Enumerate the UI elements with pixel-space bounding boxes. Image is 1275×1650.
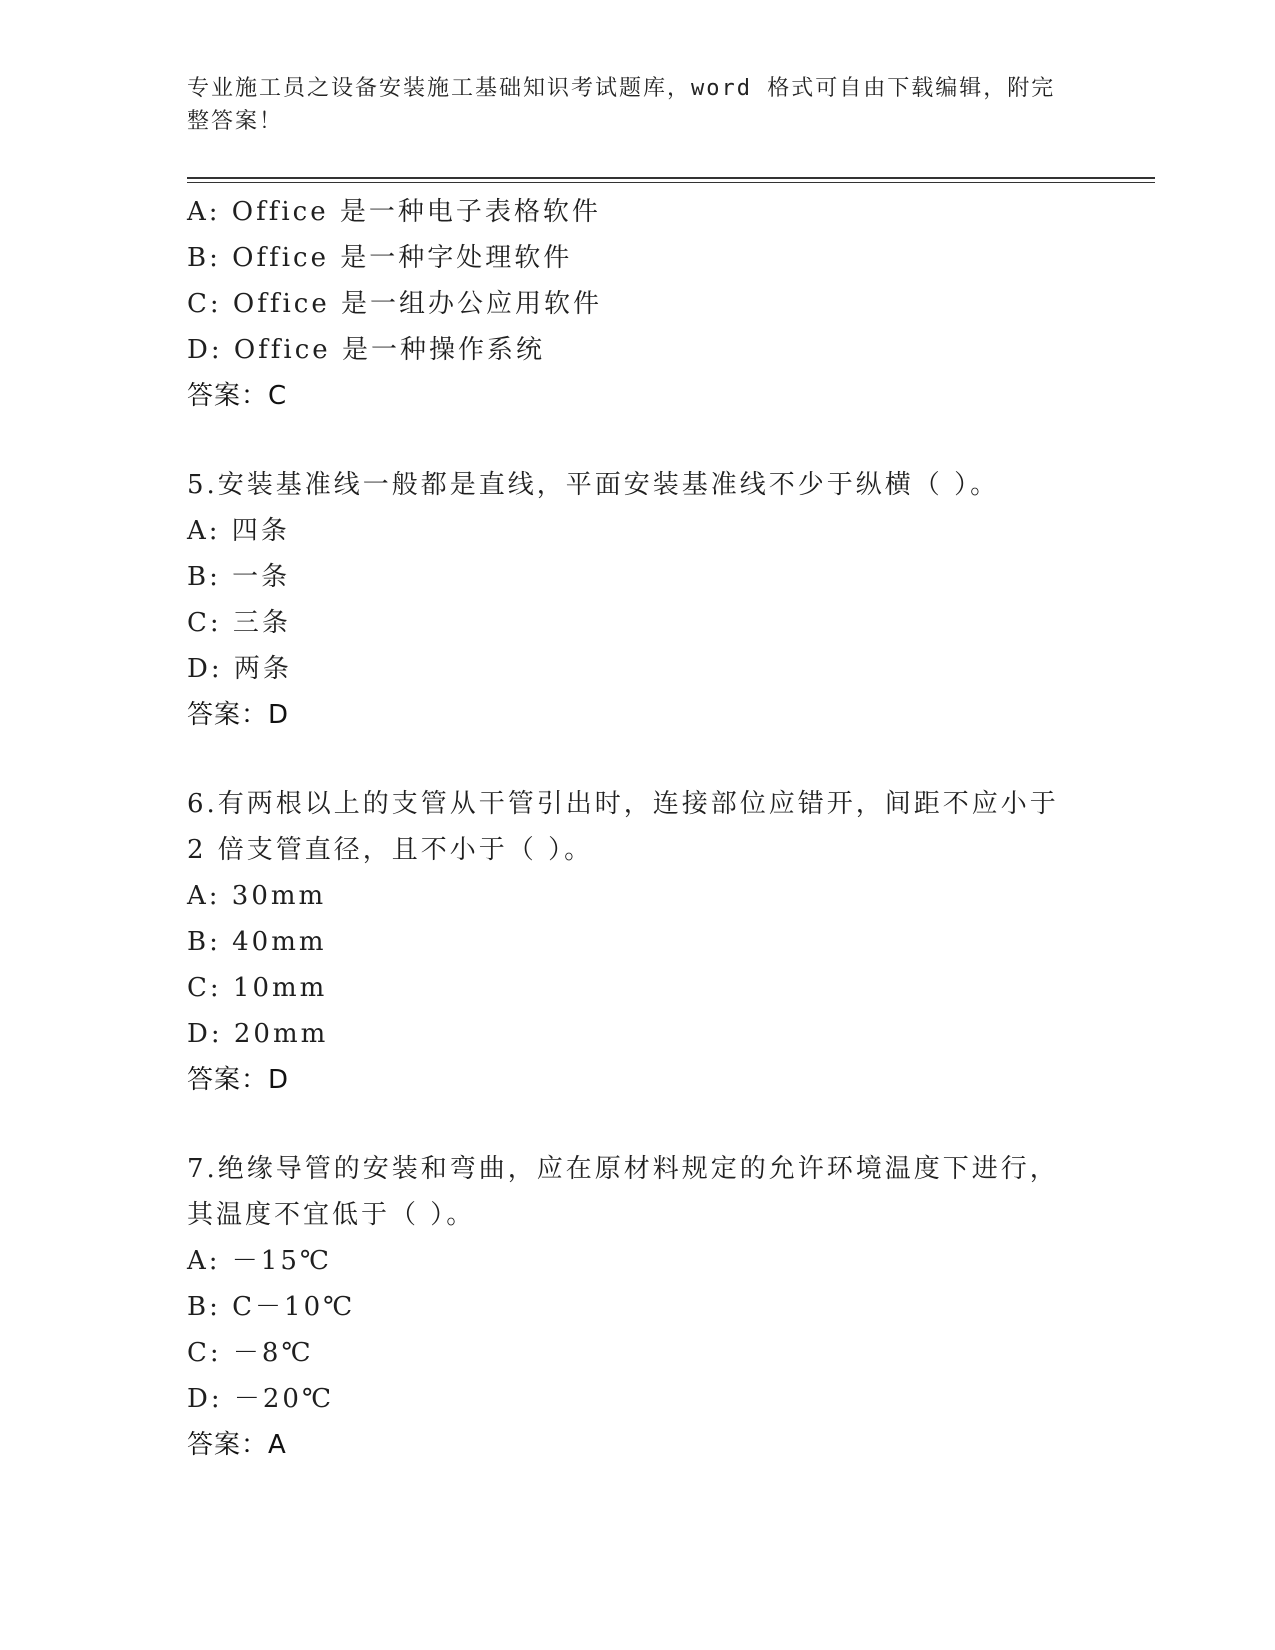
question-text: 5.安装基准线一般都是直线，平面安装基准线不少于纵横（ ）。 xyxy=(187,470,1000,500)
option-d: D: 20mm xyxy=(187,1019,329,1049)
question-text-line-2: 2 倍支管直径，且不小于（ ）。 xyxy=(187,835,594,865)
option-b: B: 40mm xyxy=(187,927,327,957)
question-7 xyxy=(187,1146,1087,1468)
question-text-line-1: 6.有两根以上的支管从干管引出时，连接部位应错开，间距不应小于 xyxy=(187,789,1059,819)
option-c: C: Office 是一组办公应用软件 xyxy=(187,289,603,319)
answer: 答案：D xyxy=(187,700,290,730)
question-5 xyxy=(187,462,1087,738)
answer: 答案：C xyxy=(187,381,288,411)
option-a: A: －15℃ xyxy=(187,1246,332,1276)
question-text-line-2: 其温度不宜低于（ ）。 xyxy=(187,1200,476,1230)
question-list xyxy=(187,189,1087,1468)
option-c: C: 三条 xyxy=(187,608,291,638)
option-d: D: 两条 xyxy=(187,654,292,684)
option-b: B: 一条 xyxy=(187,562,291,592)
header-line-2: 整答案！ xyxy=(187,109,284,134)
header-divider-thin xyxy=(187,182,1155,183)
question-6 xyxy=(187,781,1087,1103)
answer: 答案：A xyxy=(187,1430,287,1460)
header-line-1: 专业施工员之设备安装施工基础知识考试题库，word 格式可自由下载编辑，附完 xyxy=(187,76,1056,101)
header-divider-thick xyxy=(187,177,1155,179)
option-a: A: 30mm xyxy=(187,881,327,911)
spacer xyxy=(187,1103,1087,1146)
document-header xyxy=(187,72,1067,138)
option-d: D: Office 是一种操作系统 xyxy=(187,335,545,365)
spacer xyxy=(187,419,1087,462)
option-d: D: －20℃ xyxy=(187,1384,335,1414)
answer: 答案：D xyxy=(187,1065,290,1095)
option-b: B: Office 是一种字处理软件 xyxy=(187,243,573,273)
spacer xyxy=(187,738,1087,781)
option-b: B: C－10℃ xyxy=(187,1292,356,1322)
question-text-line-1: 7.绝缘导管的安装和弯曲，应在原材料规定的允许环境温度下进行， xyxy=(187,1154,1059,1184)
option-c: C: 10mm xyxy=(187,973,328,1003)
question-4 xyxy=(187,189,1087,419)
option-a: A: Office 是一种电子表格软件 xyxy=(187,197,601,227)
option-c: C: －8℃ xyxy=(187,1338,314,1368)
option-a: A: 四条 xyxy=(187,516,290,546)
